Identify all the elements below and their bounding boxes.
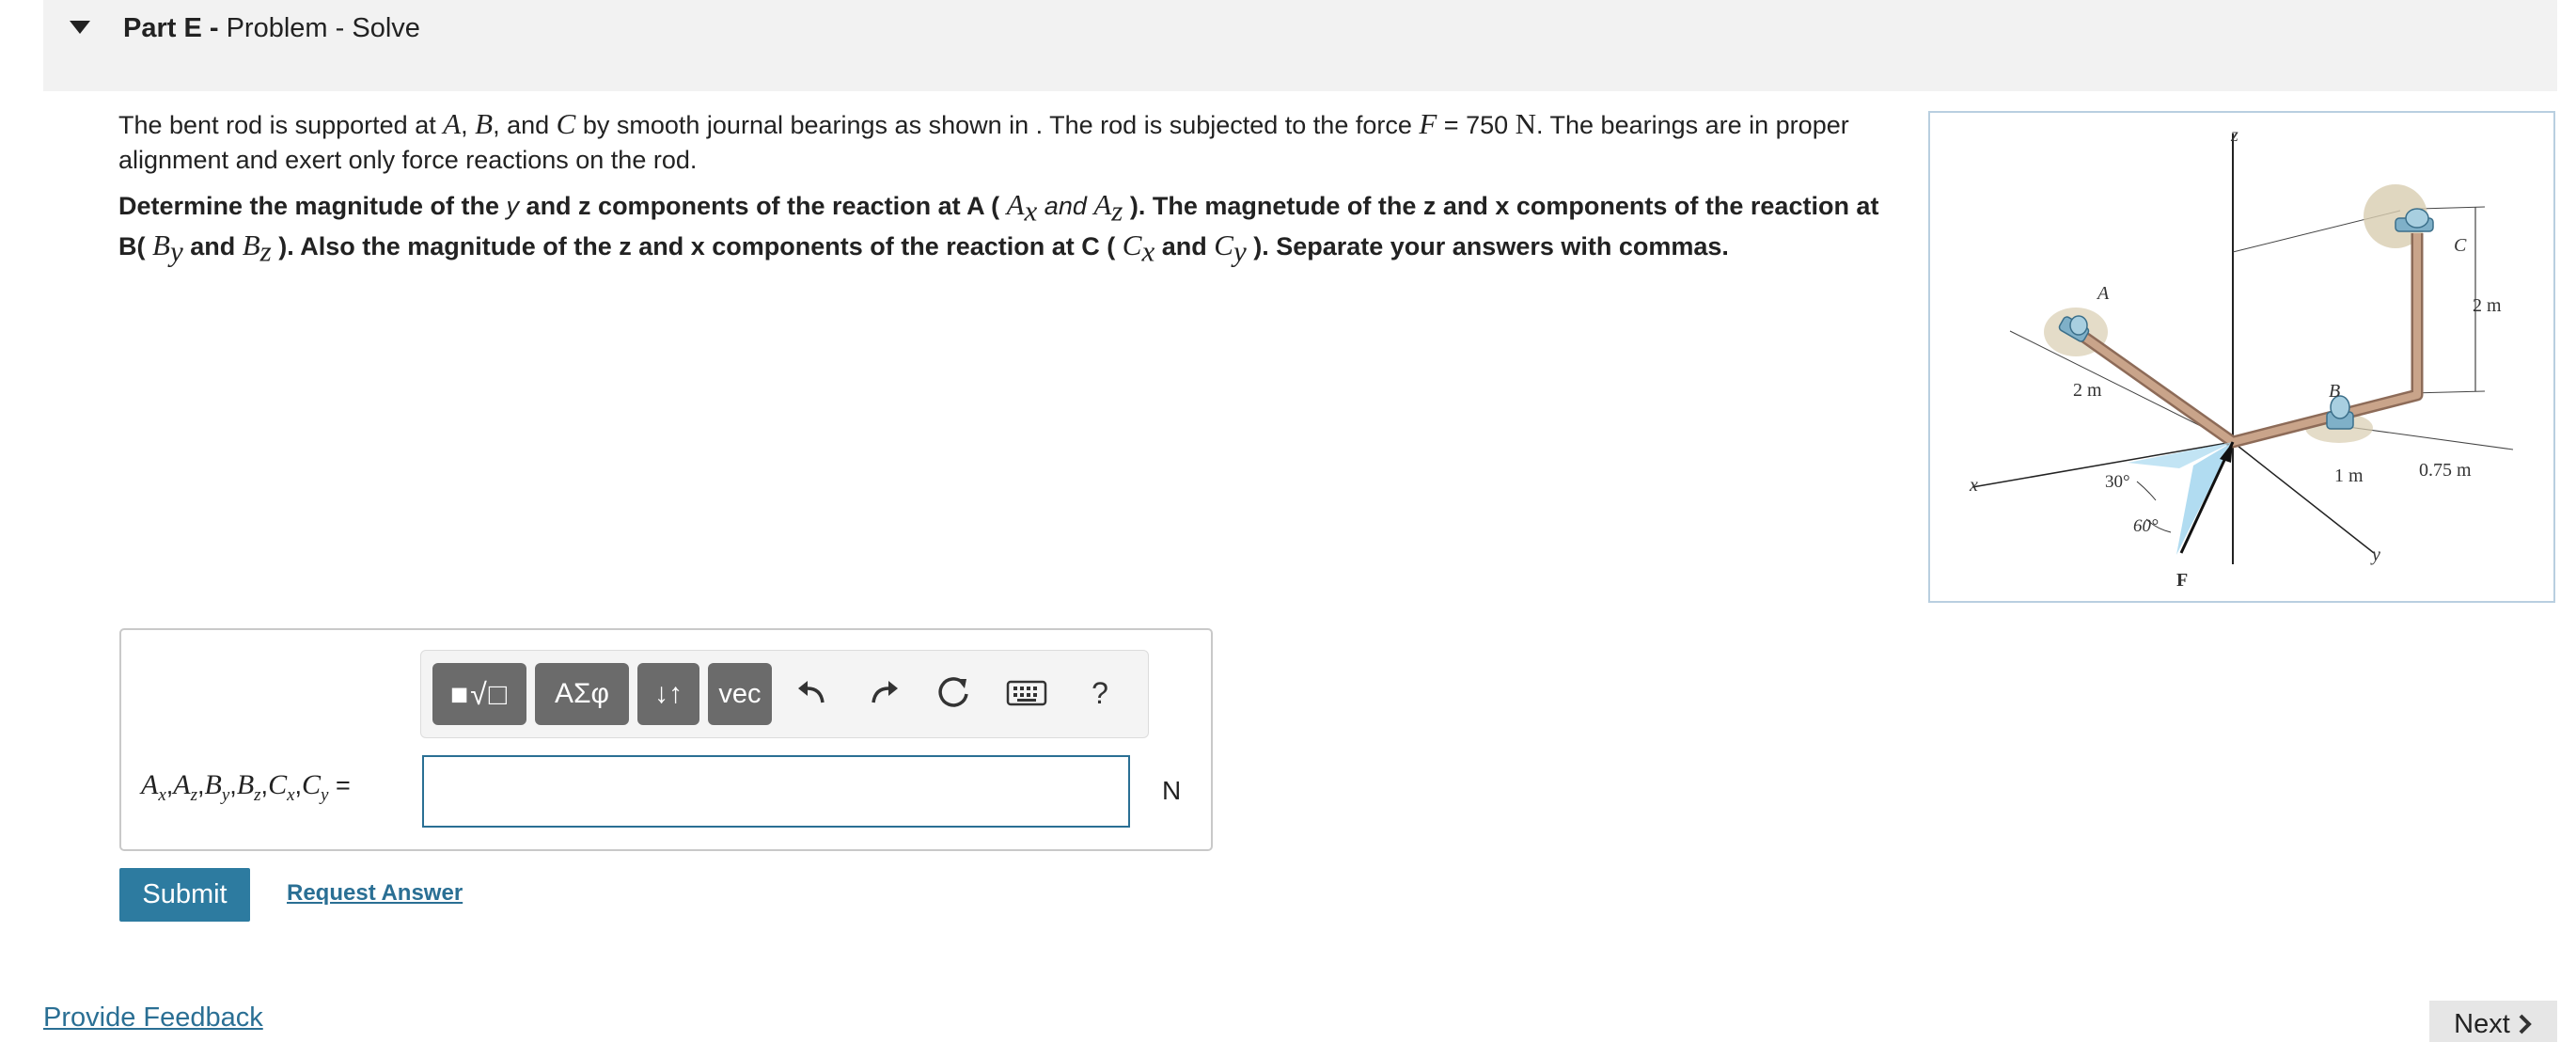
angle-arc-30 <box>2137 482 2156 500</box>
answer-label: $A_x,A_z,B_y,B_z,C_x,C_y$ = <box>141 769 351 805</box>
label-b: B <box>2329 381 2341 402</box>
part-label: Part E - <box>123 13 219 43</box>
dim-075m: 0.75 m <box>2419 460 2472 481</box>
dim-1m: 1 m <box>2334 466 2364 486</box>
undo-icon[interactable] <box>790 671 833 715</box>
problem-intro: The bent rod is supported at A, B, and C by smooth journal bearings as shown in . The rod is subjected to the force F = 750 N. The bearings are in proper alignment and exert only force reactions on the rod. <box>118 107 1849 174</box>
collapse-caret-icon[interactable] <box>70 21 90 34</box>
next-button[interactable] <box>2429 1001 2557 1042</box>
problem-figure <box>1928 111 2555 603</box>
answer-input[interactable] <box>422 755 1130 828</box>
reset-icon[interactable] <box>933 671 976 715</box>
label-c: C <box>2454 235 2467 256</box>
request-answer-link[interactable]: Request Answer <box>287 880 463 906</box>
provide-feedback-link[interactable]: Provide Feedback <box>43 1003 263 1033</box>
y-axis <box>2233 442 2374 553</box>
part-title <box>123 13 420 44</box>
part-name: Problem - Solve <box>226 13 420 43</box>
redo-icon[interactable] <box>863 671 906 715</box>
answer-unit: N <box>1162 776 1182 805</box>
part-header[interactable] <box>43 0 2557 91</box>
label-f: F <box>2176 570 2189 591</box>
problem-statement <box>118 106 1905 269</box>
next-label: Next <box>2454 1008 2510 1039</box>
arrows-button[interactable]: ↓↑ <box>637 663 699 725</box>
submit-button[interactable]: Submit <box>119 868 250 922</box>
dim-2m-left: 2 m <box>2073 380 2102 401</box>
angle-30-label: 30° <box>2105 472 2130 492</box>
help-button[interactable]: ? <box>1092 675 1108 710</box>
chevron-right-icon <box>2518 1013 2533 1035</box>
templates-button[interactable]: ■√□ <box>432 663 526 725</box>
label-a: A <box>2097 283 2110 304</box>
angle-60-label: 60° <box>2133 516 2159 536</box>
dim-2m-right: 2 m <box>2473 295 2502 316</box>
label-x: x <box>1970 475 1978 496</box>
keyboard-icon[interactable] <box>1001 671 1052 715</box>
label-y: y <box>2372 545 2380 565</box>
label-z: z <box>2231 125 2238 146</box>
symbols-button[interactable]: ΑΣφ <box>535 663 629 725</box>
problem-question: Determine the magnitude of the y and z components of the reaction at A ( $A_x$ and $A_z$ ). The magnetude of the z and x components of the reaction at B( $B_y$ and $B_z$ ). Also the magnitude of the z and x components of the reaction at C ( $C_x$ and $C_y$ ). Separate your answers with commas. <box>118 188 1879 268</box>
math-toolbar <box>420 650 1149 738</box>
vec-button[interactable]: vec <box>708 663 772 725</box>
bent-rod <box>2076 233 2417 442</box>
